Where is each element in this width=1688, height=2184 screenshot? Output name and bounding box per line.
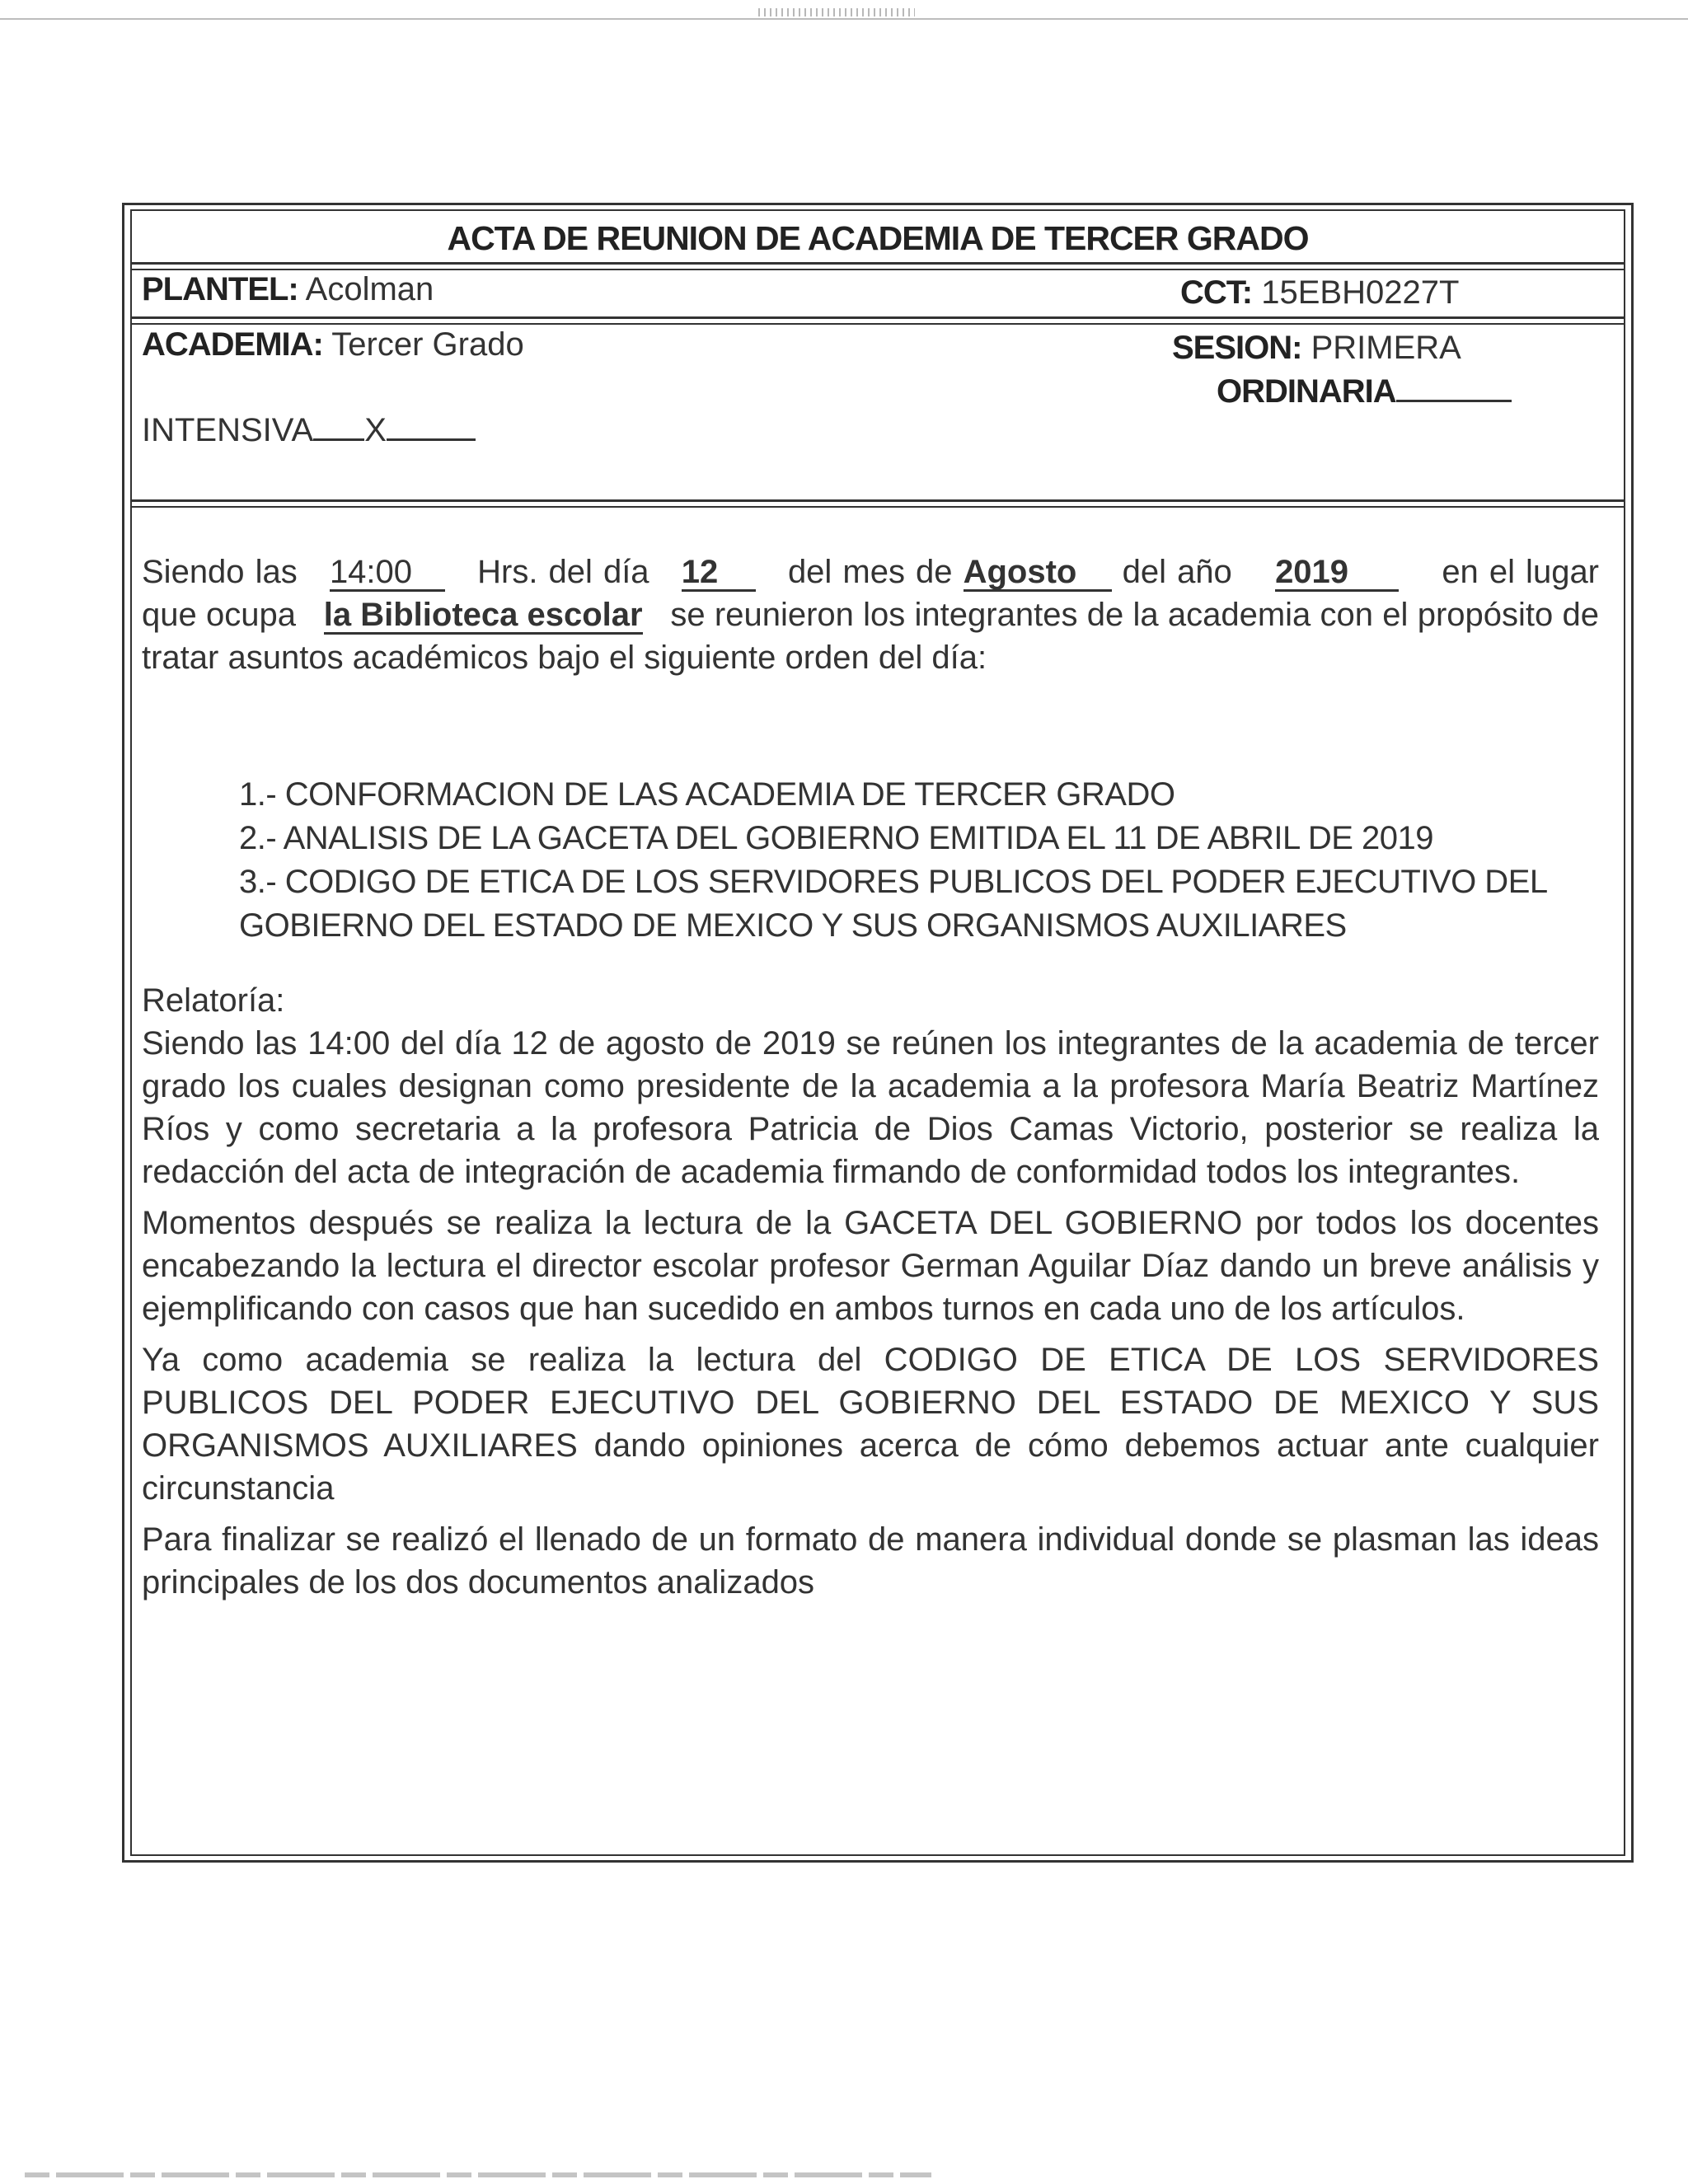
anio-value: 2019 (1275, 555, 1399, 592)
hora-value: 14:00 (330, 555, 445, 592)
intro-paragraph: Siendo las 14:00 Hrs. del día 12 del mes de Agosto del año 2019 en el lugar que ocupa la Biblioteca escolar se reunieron los integrantes de la academia con el propósito de tratar asuntos académicos bajo el siguiente orden del día: (142, 554, 1600, 676)
relatoria-label: Relatoría: (142, 982, 285, 1019)
dia-value: 12 (682, 555, 756, 592)
cct-field (1180, 272, 1459, 313)
intensiva-blank-right (387, 410, 476, 441)
agenda-item: 1.- CONFORMACION DE LAS ACADEMIA DE TERCER GRADO (239, 776, 1175, 813)
agenda-list (239, 773, 1607, 948)
plantel-value: Acolman (305, 271, 434, 307)
academia-field (142, 324, 524, 365)
relatoria-paragraph: Siendo las 14:00 del día 12 de agosto de 2019 se reúnen los integrantes de la academia de tercer grado los cuales designan como presidente de la academia a la profesora María Beatriz Martínez Ríos y como secretaria a la profesora Patricia de Dios Camas Victorio, posterior se realiza la redacción del acta de integración de academia firmando de conformidad todos los integrantes. (142, 1025, 1599, 1190)
lugar-value: la Biblioteca escolar (323, 597, 643, 633)
academia-label: ACADEMIA: (142, 326, 323, 363)
header-separator-inner (130, 506, 1625, 508)
cct-value: 15EBH0227T (1261, 274, 1460, 311)
scan-artifact (25, 2172, 931, 2177)
agenda-item: 3.- CODIGO DE ETICA DE LOS SERVIDORES PUBLICOS DEL PODER EJECUTIVO DEL GOBIERNO DEL ESTADO DE MEXICO Y SUS ORGANISMOS AUXILIARES (239, 864, 1547, 944)
plantel-field (142, 269, 434, 310)
scan-artifact (758, 8, 915, 16)
sesion-field (1172, 327, 1461, 368)
relatoria-paragraph: Para finalizar se realizó el llenado de un formato de manera individual donde se plasman las ideas principales de los dos documentos analizados (142, 1521, 1599, 1601)
plantel-separator (130, 316, 1625, 319)
academia-value: Tercer Grado (331, 326, 524, 363)
header-separator (130, 499, 1625, 502)
relatoria-paragraph: Ya como academia se realiza la lectura del CODIGO DE ETICA DE LOS SERVIDORES PUBLICOS DEL PODER EJECUTIVO DEL GOBIERNO DEL ESTADO DE MEXICO Y SUS ORGANISMOS AUXILIARES dando opiniones acerca de cómo debemos actuar ante cualquier circunstancia (142, 1342, 1599, 1507)
intensiva-blank-left (313, 410, 364, 441)
document-title: ACTA DE REUNION DE ACADEMIA DE TERCER GRADO (447, 219, 1309, 257)
intensiva-field (142, 410, 476, 451)
ordinaria-blank (1396, 372, 1512, 402)
agenda-item: 2.- ANALISIS DE LA GACETA DEL GOBIERNO EMITIDA EL 11 DE ABRIL DE 2019 (239, 820, 1434, 856)
intensiva-value: X (364, 412, 387, 448)
scan-edge-line (0, 18, 1688, 20)
mes-value: Agosto (964, 555, 1112, 592)
ordinaria-field (1217, 371, 1512, 412)
sesion-value: PRIMERA (1311, 330, 1461, 366)
intensiva-label: INTENSIVA (142, 412, 314, 448)
plantel-label: PLANTEL: (142, 271, 298, 307)
ordinaria-label: ORDINARIA (1217, 373, 1396, 410)
sesion-label: SESION: (1172, 330, 1302, 366)
relatoria-body (142, 1022, 1599, 1612)
relatoria-paragraph: Momentos después se realiza la lectura de la GACETA DEL GOBIERNO por todos los docentes encabezando la lectura el director escolar profesor German Aguilar Díaz dando un breve análisis y ejemplificando con casos que han sucedido en ambos turnos en cada uno de los artículos. (142, 1205, 1599, 1327)
cct-label: CCT: (1180, 274, 1253, 311)
